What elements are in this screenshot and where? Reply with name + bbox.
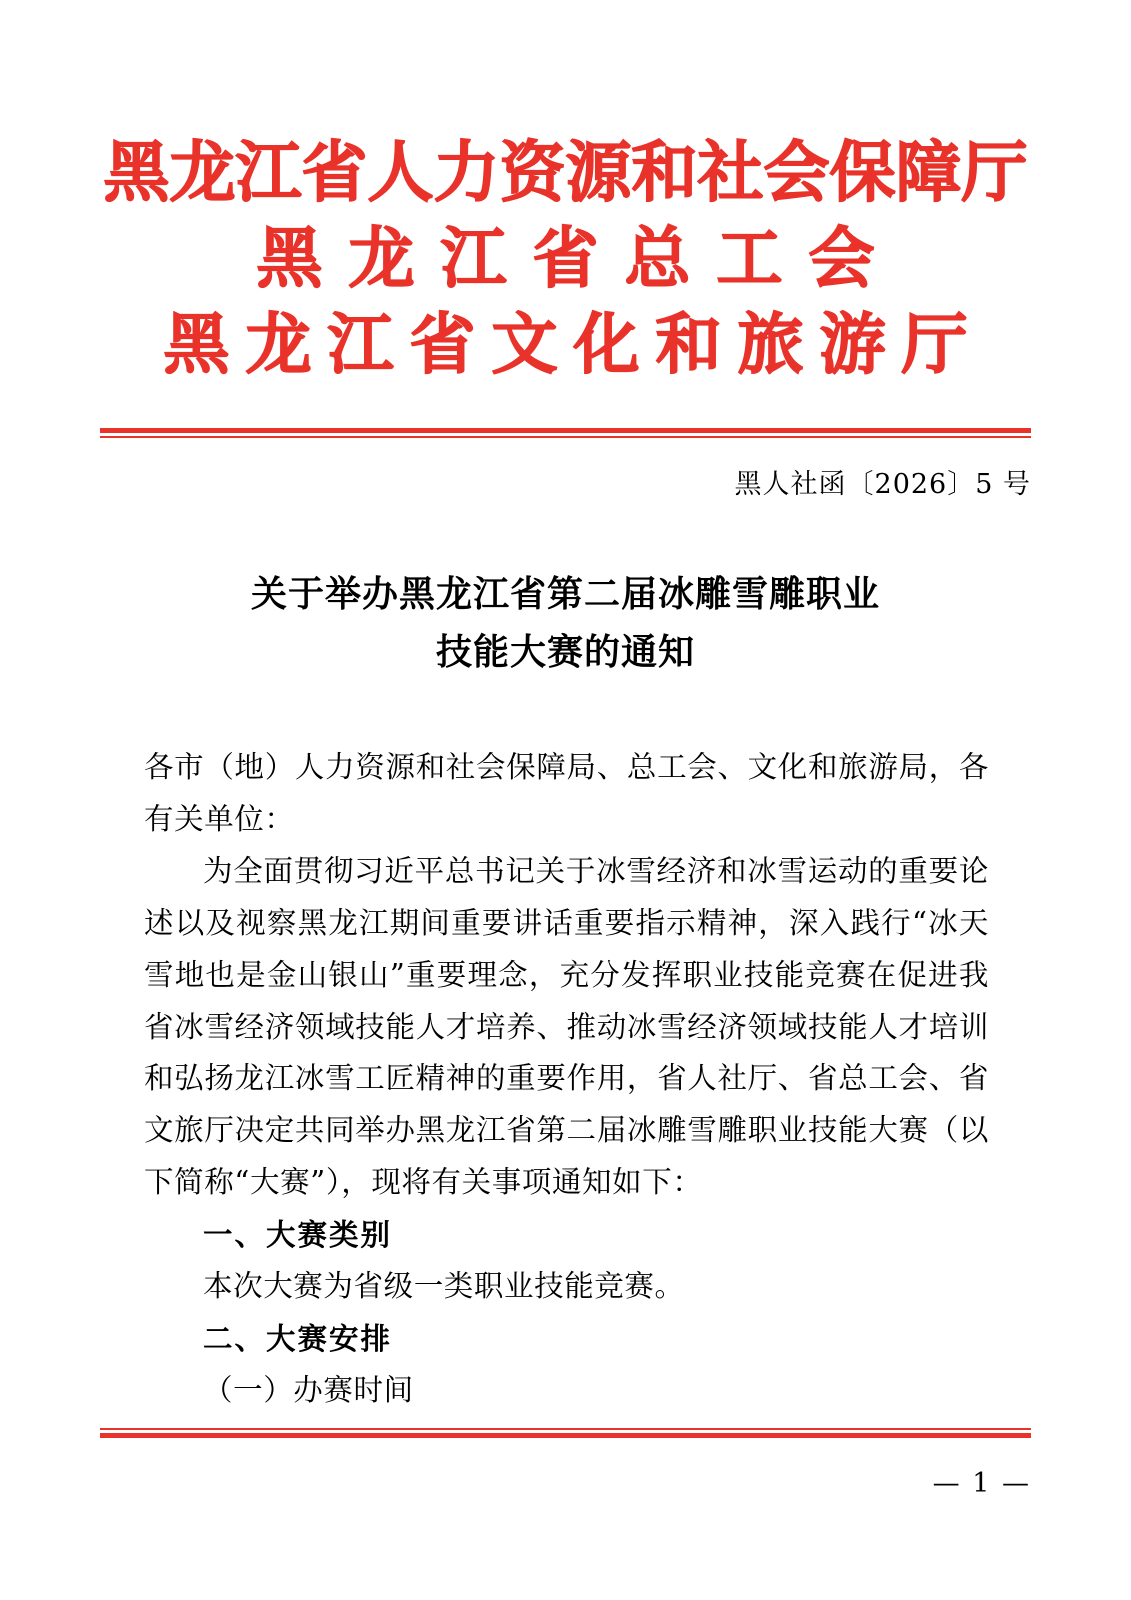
letterhead — [0, 130, 1131, 387]
document-number: 黑人社函〔2026〕5 号 — [734, 469, 1031, 500]
footer-divider — [100, 1428, 1031, 1438]
footer-divider-thick — [100, 1433, 1031, 1438]
header-divider-thick — [100, 428, 1031, 433]
page-title-line-2: 技能大赛的通知 — [435, 631, 695, 674]
section-heading-1: 一、大赛类别 — [203, 1217, 393, 1253]
letterhead-line-1: 黑龙江省人力资源和社会保障厅 — [103, 133, 1028, 211]
letterhead-line-3: 黑龙江省文化和旅游厅 — [163, 304, 984, 383]
footer-divider-thin — [100, 1428, 1031, 1430]
page-title-line-1: 关于举办黑龙江省第二届冰雕雪雕职业 — [250, 573, 880, 615]
subsection-heading-1: （一）办赛时间 — [203, 1372, 414, 1407]
document-body — [144, 742, 989, 1417]
header-divider — [100, 428, 1031, 438]
section-heading-2: 二、大赛安排 — [203, 1320, 393, 1356]
header-divider-thin — [100, 436, 1031, 438]
letterhead-line-2: 黑龙江省总工会 — [256, 218, 901, 297]
page-title — [100, 565, 1031, 682]
addressee-paragraph: 各市（地）人力资源和社会保障局、总工会、文化和旅游局，各有关单位： — [144, 750, 989, 836]
page-number: — 1 — — [932, 1468, 1031, 1499]
body-paragraph-2: 本次大赛为省级一类职业技能竞赛。 — [203, 1269, 685, 1304]
body-paragraph-1: 为全面贯彻习近平总书记关于冰雪经济和冰雪运动的重要论述以及视察黑龙江期间重要讲话重要指示精神，深入践行“冰天雪地也是金山银山”重要理念，充分发挥职业技能竞赛在促进我省冰雪经济领域技能人才培养、推动冰雪经济领域技能人才培训和弘扬龙江冰雪工匠精神的重要作用，省人社厅、省总工会、省文旅厅决定共同举办黑龙江省第二届冰雕雪雕职业技能大赛（以下简称“大赛”），现将有关事项通知如下： — [144, 853, 989, 1200]
